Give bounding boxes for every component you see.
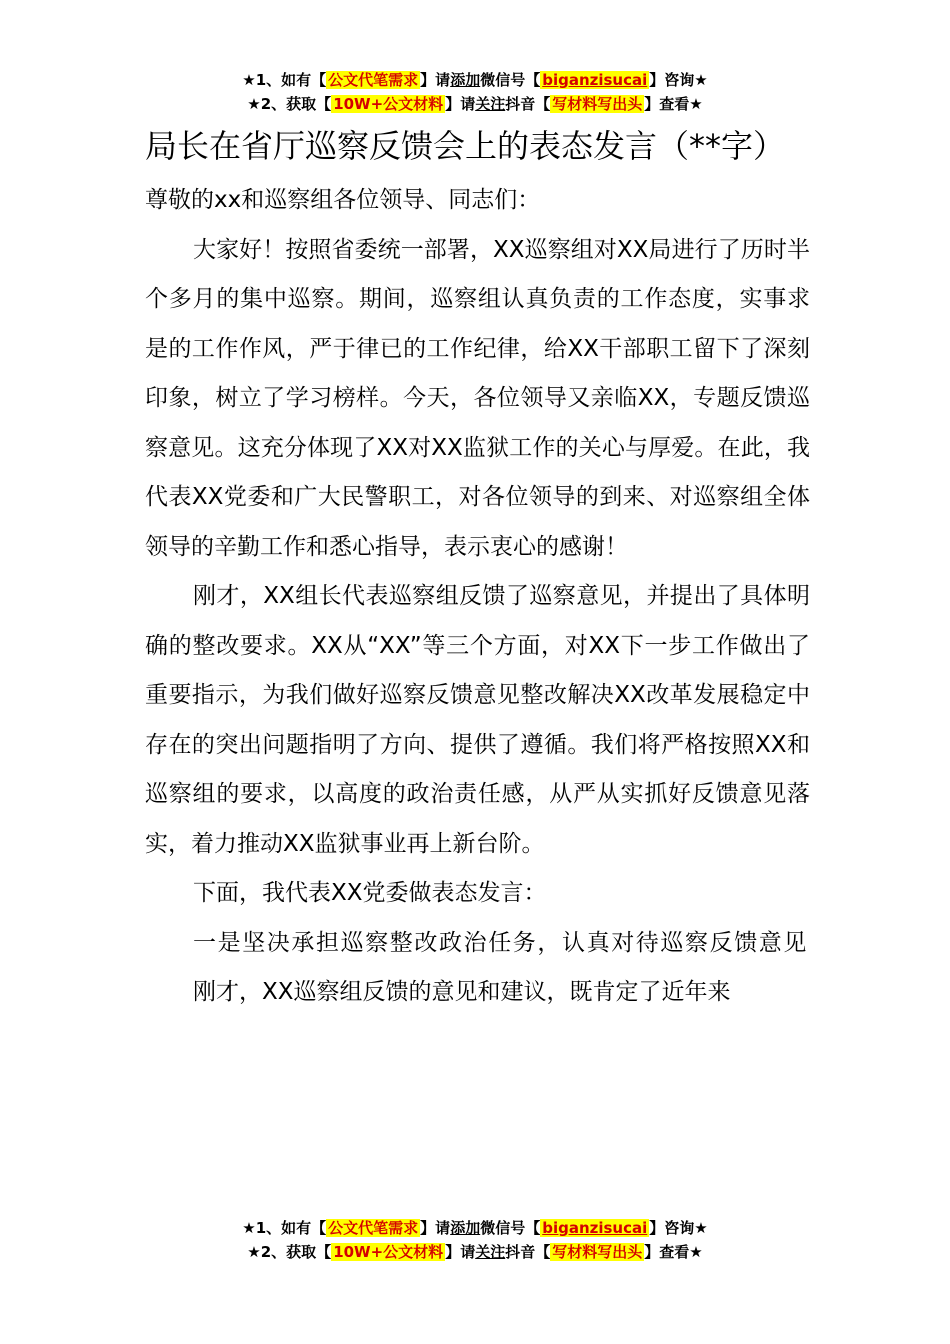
promo-banner-top xyxy=(0,68,950,116)
douyin-account-highlight: 写材料写出头 xyxy=(552,1243,643,1261)
paragraph: 下面，我代表XX党委做表态发言： xyxy=(193,880,547,906)
section-heading: 一是坚决承担巡察整改政治任务，认真对待巡察反馈意见 xyxy=(193,929,808,956)
promo-line-1: ★1、如有【 公文代笔需求 】请添加微信号【 biganzisucai 】咨询★ xyxy=(242,71,708,89)
paragraph: 刚才，XX巡察组反馈的意见和建议，既肯定了近年来 xyxy=(193,979,731,1005)
promo-highlight: 10W+公文材料 xyxy=(333,1243,444,1261)
promo-highlight: 公文代笔需求 xyxy=(328,71,419,89)
salutation: 尊敬的xx和巡察组各位领导、同志们： xyxy=(145,187,541,213)
document-title: 局长在省厅巡察反馈会上的表态发言（**字） xyxy=(145,127,786,165)
wechat-id-link[interactable]: biganzisucai xyxy=(542,71,648,89)
promo-line-2: ★2、获取【 10W+公文材料 】请关注抖音【 写材料写出头 】查看★ xyxy=(247,95,703,113)
document-body xyxy=(145,124,810,1018)
promo-highlight: 公文代笔需求 xyxy=(328,1219,419,1237)
promo-line-2: ★2、获取【 10W+公文材料 】请关注抖音【 写材料写出头 】查看★ xyxy=(247,1243,703,1261)
douyin-account-highlight: 写材料写出头 xyxy=(552,95,643,113)
paragraph: 大家好！按照省委统一部署，XX巡察组对XX局进行了历时半个多月的集中巡察。期间，巡察组认真负责的工作态度，实事求是的工作作风，严于律已的工作纪律，给XX干部职工留下了深刻印象，树立了学习榜样。今天，各位领导又亲临XX，专题反馈巡察意见。这充分体现了XX对XX监狱工作的关心与厚爱。在此，我代表XX党委和广大民警职工，对各位领导的到来、对巡察组全体领导的辛勤工作和悉心指导，表示衷心的感谢！ xyxy=(145,236,810,560)
promo-banner-bottom xyxy=(0,1216,950,1264)
paragraph: 刚才，XX组长代表巡察组反馈了巡察意见，并提出了具体明确的整改要求。XX从“XX”等三个方面，对XX下一步工作做出了重要指示，为我们做好巡察反馈意见整改解决XX改革发展稳定中存在的突出问题指明了方向、提供了遵循。我们将严格按照XX和巡察组的要求，以高度的政治责任感，从严从实抓好反馈意见落实，着力推动XX监狱事业再上新台阶。 xyxy=(145,583,810,857)
wechat-id-link[interactable]: biganzisucai xyxy=(542,1219,648,1237)
promo-highlight: 10W+公文材料 xyxy=(333,95,444,113)
promo-line-1: ★1、如有【 公文代笔需求 】请添加微信号【 biganzisucai 】咨询★ xyxy=(242,1219,708,1237)
